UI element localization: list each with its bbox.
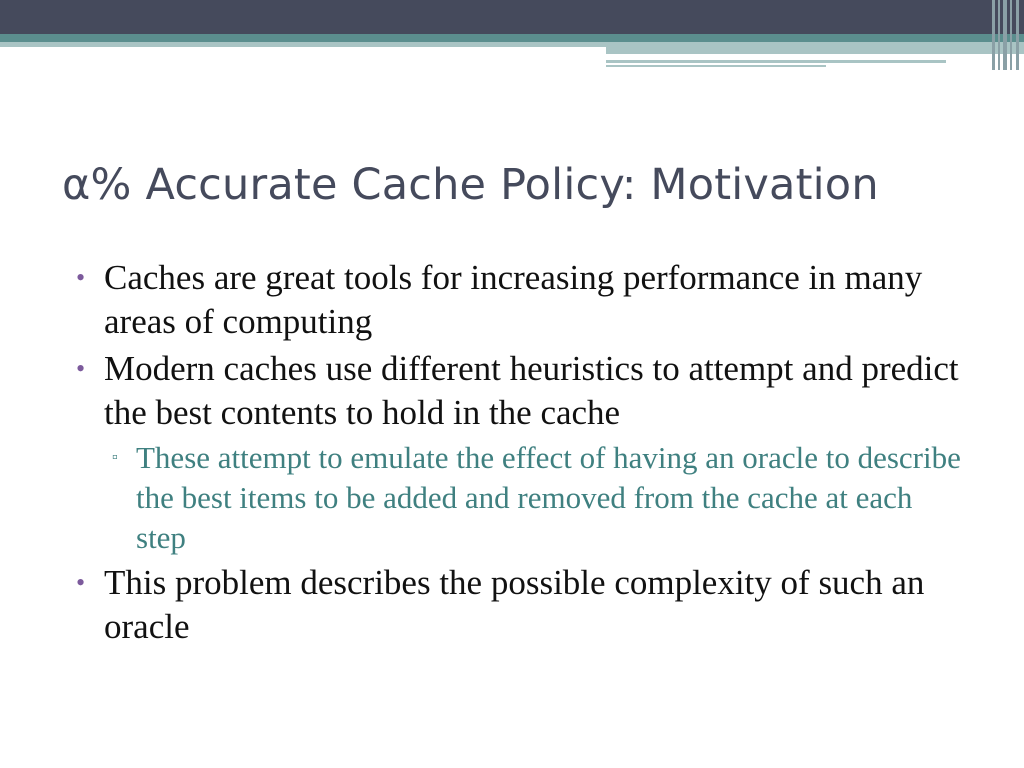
- bullet-text: Caches are great tools for increasing performance in many areas of computing: [104, 258, 923, 341]
- bullet-text: Modern caches use different heuristics to attempt and predict the best contents to hold in the cache: [104, 349, 959, 432]
- bullet-item: [74, 256, 964, 344]
- sub-bullet-text: These attempt to emulate the effect of having an oracle to describe the best items to be added and removed from the cache at each step: [136, 440, 961, 555]
- bullet-item: [74, 347, 964, 435]
- header-band-dark: [0, 0, 1024, 34]
- bullet-text: This problem describes the possible complexity of such an oracle: [104, 563, 925, 646]
- bullet-list: [74, 256, 964, 652]
- header-band-teal: [0, 34, 1024, 42]
- bullet-marker: •: [76, 568, 86, 597]
- bullet-marker: •: [76, 354, 86, 383]
- header-vertical-stripes: [990, 0, 1024, 70]
- header-band-gap: [606, 54, 946, 57]
- sub-bullet-item: [74, 438, 964, 558]
- slide-title: α% Accurate Cache Policy: Motivation: [62, 160, 879, 210]
- header-band-line: [606, 60, 946, 63]
- sub-bullet-marker: ▫: [112, 449, 118, 466]
- header-band-line-short: [606, 65, 826, 67]
- header-band-step: [606, 47, 1024, 54]
- bullet-item: [74, 561, 964, 649]
- bullet-marker: •: [76, 263, 86, 292]
